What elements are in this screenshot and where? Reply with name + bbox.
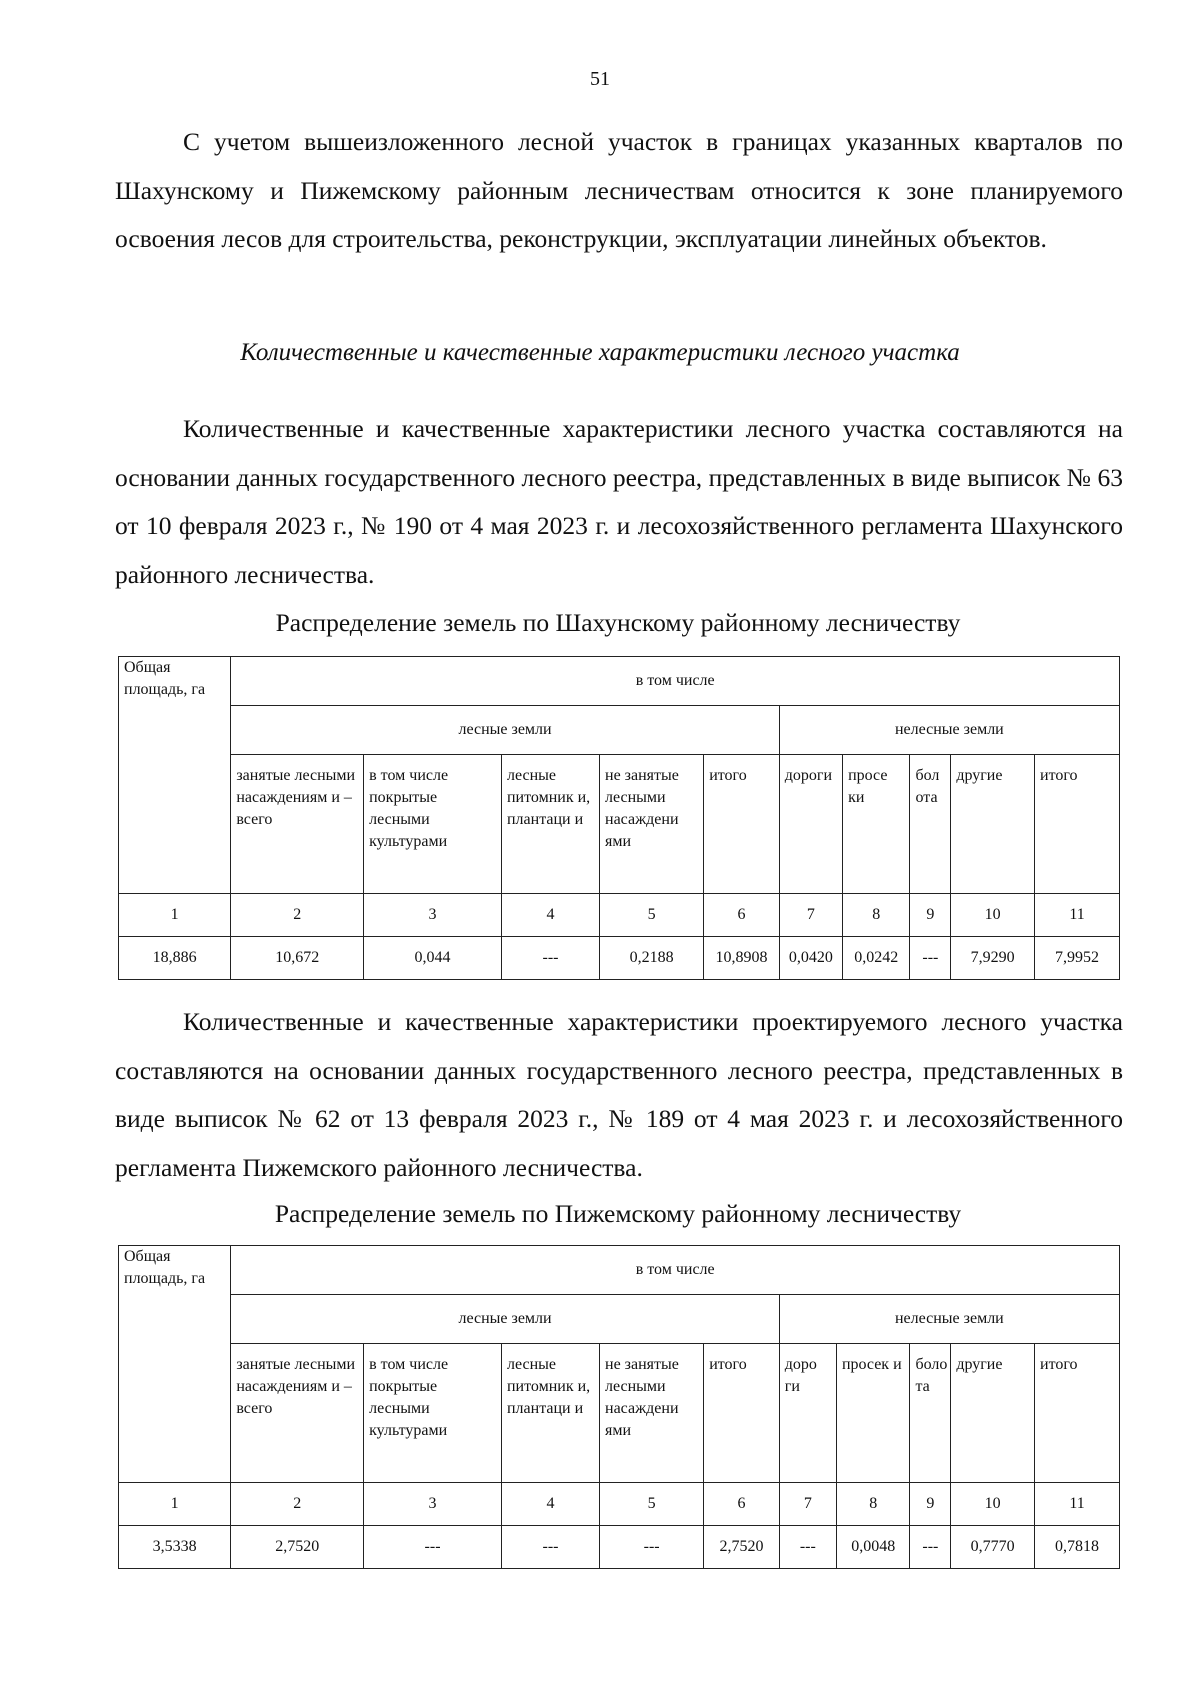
header-total-area: Общая площадь, га bbox=[119, 1246, 231, 1483]
column-number: 5 bbox=[600, 1483, 704, 1526]
column-number: 2 bbox=[231, 894, 364, 937]
column-number: 6 bbox=[704, 1483, 780, 1526]
paragraph-forest-zone: С учетом вышеизложенного лесной участок в границах указанных кварталов по Шахунскому и Пижемскому районным лесничествам относится к зоне планируемого освоения лесов для строительства, реконструкции, эксплуатации линейных объектов. bbox=[115, 127, 1123, 253]
value-cell: 0,2188 bbox=[600, 937, 704, 980]
column-number: 11 bbox=[1035, 894, 1120, 937]
subheader-cell: доро ги bbox=[779, 1344, 836, 1483]
value-cell: 7,9952 bbox=[1035, 937, 1120, 980]
value-cell: 0,044 bbox=[364, 937, 502, 980]
column-number: 10 bbox=[951, 894, 1035, 937]
table-row-column-numbers bbox=[119, 894, 1120, 937]
table-row-values bbox=[119, 937, 1120, 980]
subheader-cell: в том числе покрытые лесными культурами bbox=[364, 755, 502, 894]
subheader-cell: другие bbox=[951, 1344, 1035, 1483]
subheader-cell: итого bbox=[704, 1344, 780, 1483]
header-including: в том числе bbox=[231, 657, 1120, 706]
subheader-cell: лесные питомник и, плантаци и bbox=[501, 1344, 599, 1483]
value-cell: 2,7520 bbox=[704, 1526, 780, 1569]
column-number: 4 bbox=[501, 894, 599, 937]
table-title-shakhunskoe: Распределение земель по Шахунскому районному лесничеству bbox=[275, 608, 961, 637]
table-row-values bbox=[119, 1526, 1120, 1569]
paragraph-pizhemskoe-basis: Количественные и качественные характеристики проектируемого лесного участка составляются на основании данных государственного лесного реестра, представленных в виде выписок № 62 от 13 февраля 2023 г., № 189 от 4 мая 2023 г. и лесохозяйственного регламента Пижемского районного лесничества. bbox=[115, 1007, 1123, 1182]
column-number: 3 bbox=[364, 1483, 502, 1526]
column-number: 8 bbox=[836, 1483, 910, 1526]
page-number: 51 bbox=[590, 68, 610, 90]
value-cell: --- bbox=[501, 1526, 599, 1569]
header-including: в том числе bbox=[231, 1246, 1120, 1295]
subheader-cell: боло та bbox=[910, 1344, 951, 1483]
value-cell: 18,886 bbox=[119, 937, 231, 980]
land-table-shakhunskoe bbox=[118, 656, 1120, 980]
value-cell: 7,9290 bbox=[951, 937, 1035, 980]
column-number: 5 bbox=[600, 894, 704, 937]
value-cell: 0,7770 bbox=[951, 1526, 1035, 1569]
column-number: 9 bbox=[910, 894, 951, 937]
column-number: 9 bbox=[910, 1483, 951, 1526]
paragraph-shakhunskoe-basis: Количественные и качественные характеристики лесного участка составляются на основании данных государственного лесного реестра, представленных в виде выписок № 63 от 10 февраля 2023 г., № 190 от 4 мая 2023 г. и лесохозяйственного регламента Шахунского районного лесничества. bbox=[115, 414, 1123, 589]
column-number: 7 bbox=[779, 1483, 836, 1526]
subheader-cell: итого bbox=[1035, 755, 1120, 894]
column-number: 8 bbox=[843, 894, 910, 937]
value-cell: 0,0048 bbox=[836, 1526, 910, 1569]
subheader-cell: занятые лесными насаждениям и – всего bbox=[231, 1344, 364, 1483]
value-cell: --- bbox=[910, 937, 951, 980]
column-number: 2 bbox=[231, 1483, 364, 1526]
subheader-cell: бол ота bbox=[910, 755, 951, 894]
subheader-cell: итого bbox=[1035, 1344, 1120, 1483]
header-nonforest-lands: нелесные земли bbox=[779, 1295, 1119, 1344]
column-number: 4 bbox=[501, 1483, 599, 1526]
subheader-cell: не занятые лесными насаждени ями bbox=[600, 755, 704, 894]
subheader-cell: в том числе покрытые лесными культурами bbox=[364, 1344, 502, 1483]
value-cell: --- bbox=[501, 937, 599, 980]
value-cell: 10,8908 bbox=[704, 937, 780, 980]
value-cell: --- bbox=[364, 1526, 502, 1569]
table-title-pizhemskoe: Распределение земель по Пижемскому районному лесничеству bbox=[274, 1199, 962, 1228]
column-number: 1 bbox=[119, 1483, 231, 1526]
value-cell: 10,672 bbox=[231, 937, 364, 980]
value-cell: 2,7520 bbox=[231, 1526, 364, 1569]
subheader-cell: просек и bbox=[836, 1344, 910, 1483]
value-cell: --- bbox=[600, 1526, 704, 1569]
subheader-cell: дороги bbox=[779, 755, 842, 894]
column-number: 3 bbox=[364, 894, 502, 937]
column-number: 6 bbox=[704, 894, 780, 937]
value-cell: 0,7818 bbox=[1035, 1526, 1120, 1569]
table-row-column-numbers bbox=[119, 1483, 1120, 1526]
land-table-pizhemskoe bbox=[118, 1245, 1120, 1569]
subheader-cell: итого bbox=[704, 755, 780, 894]
column-number: 7 bbox=[779, 894, 842, 937]
subheader-cell: лесные питомник и, плантаци и bbox=[501, 755, 599, 894]
column-number: 1 bbox=[119, 894, 231, 937]
value-cell: --- bbox=[779, 1526, 836, 1569]
subheader-cell: просе ки bbox=[843, 755, 910, 894]
header-total-area: Общая площадь, га bbox=[119, 657, 231, 894]
subheader-cell: не занятые лесными насаждени ями bbox=[600, 1344, 704, 1483]
value-cell: 3,5338 bbox=[119, 1526, 231, 1569]
column-number: 10 bbox=[951, 1483, 1035, 1526]
subheader-cell: другие bbox=[951, 755, 1035, 894]
column-number: 11 bbox=[1035, 1483, 1120, 1526]
subheader-cell: занятые лесными насаждениям и – всего bbox=[231, 755, 364, 894]
value-cell: --- bbox=[910, 1526, 951, 1569]
header-forest-lands: лесные земли bbox=[231, 1295, 779, 1344]
section-subtitle: Количественные и качественные характеристики лесного участка bbox=[240, 339, 960, 366]
value-cell: 0,0242 bbox=[843, 937, 910, 980]
header-nonforest-lands: нелесные земли bbox=[779, 706, 1119, 755]
header-forest-lands: лесные земли bbox=[231, 706, 779, 755]
value-cell: 0,0420 bbox=[779, 937, 842, 980]
